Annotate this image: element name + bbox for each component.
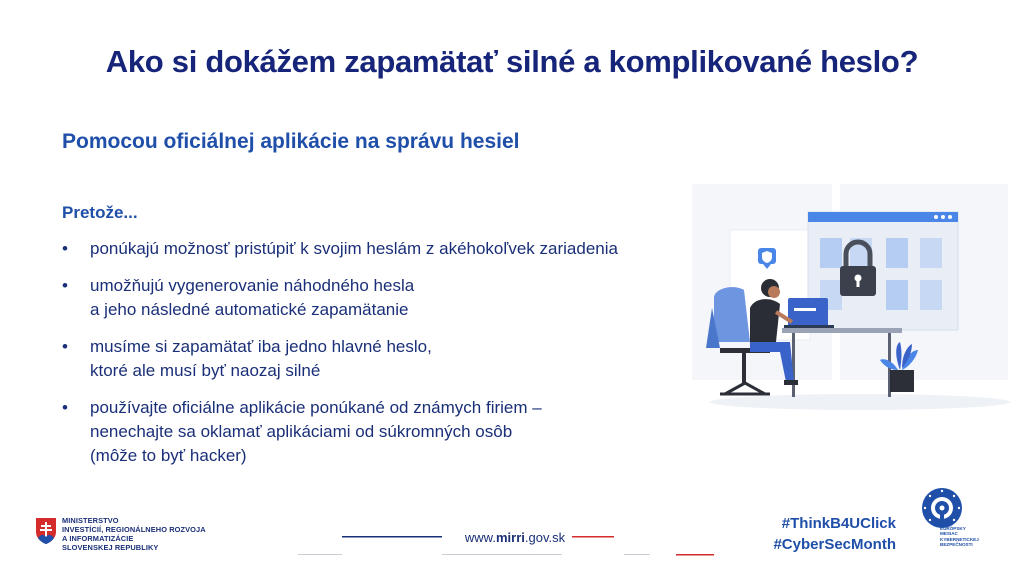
bullet-icon: • [62,239,68,258]
bullet-text: (môže to byť hacker) [90,446,247,465]
lead-text: Pretože... [62,203,138,222]
ministry-name: MINISTERSTVO INVESTÍCIÍ, REGIONÁLNEHO ROZVOJA A INFORMATIZÁCIE SLOVENSKEJ REPUBLIKY [62,516,206,552]
bullet-text: ktoré ale musí byť naozaj silné [90,361,321,380]
hashtag: #CyberSecMonth [773,536,896,553]
bullet-text: ponúkajú možnosť pristúpiť k svojim heslám z akéhokoľvek zariadenia [90,239,618,258]
slovak-crest-icon [36,518,56,544]
list-item [62,335,702,383]
password-illustration [690,180,1020,420]
hashtags [773,513,896,555]
cybersec-month-label: EURÓPSKY MESIAC KYBERNETICKEJ BEZPEČNOSTI [940,526,979,548]
bullet-icon: • [62,276,68,295]
bullet-text: používajte oficiálne aplikácie ponúkané od známych firiem – [90,398,542,417]
list-item [62,396,702,468]
page-title: Ako si dokážem zapamätať silné a komplikované heslo? [105,44,919,79]
bullet-icon: • [62,398,68,417]
bullet-list [62,237,702,481]
subtitle: Pomocou oficiálnej aplikácie na správu hesiel [62,130,520,153]
bullet-text: nenechajte sa oklamať aplikáciami od súkromných osôb [90,422,513,441]
bullet-text: musíme si zapamätať iba jedno hlavné heslo, [90,337,432,356]
list-item [62,274,702,322]
list-item [62,237,702,261]
bullet-icon: • [62,337,68,356]
hashtag: #ThinkB4UClick [781,515,896,532]
browser-window-icon [808,212,958,330]
laptop-icon [784,298,834,328]
bullet-text: umožňujú vygenerovanie náhodného hesla [90,276,415,295]
ministry-logo [36,516,236,560]
bullet-text: a jeho následné automatické zapamätanie [90,300,409,319]
website-url[interactable]: www.mirri.gov.sk [464,530,566,545]
